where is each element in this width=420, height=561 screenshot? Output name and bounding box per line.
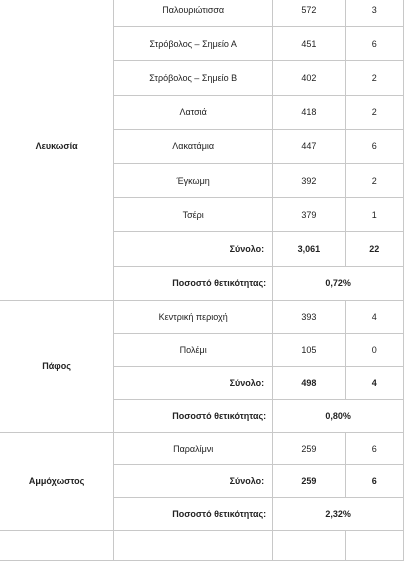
table-row [0, 530, 404, 560]
area-name: Παλουριώτισσα [114, 0, 273, 27]
positives-count: 6 [345, 432, 403, 465]
samples-count: 451 [273, 27, 345, 61]
total-label: Σύνολο: [114, 465, 273, 498]
total-positives: 6 [345, 465, 403, 498]
samples-count: 105 [273, 333, 345, 366]
positives-count: 4 [345, 300, 403, 333]
area-name: Πολέμι [114, 333, 273, 366]
positivity-label: Ποσοστό θετικότητας: [114, 266, 273, 300]
samples-count: 402 [273, 61, 345, 95]
area-name: Κεντρική περιοχή [114, 300, 273, 333]
district-name: Λευκωσία [0, 0, 114, 300]
table-row [0, 432, 404, 465]
samples-count: 447 [273, 129, 345, 163]
table-row [0, 300, 404, 333]
area-name: Παραλίμνι [114, 432, 273, 465]
samples-count: 418 [273, 95, 345, 129]
positives-count: 6 [345, 129, 403, 163]
table-row [0, 0, 404, 27]
positivity-value: 2,32% [273, 498, 404, 531]
positives-count: 1 [345, 198, 403, 232]
total-positives: 4 [345, 366, 403, 399]
samples-count: 393 [273, 300, 345, 333]
total-positives: 22 [345, 232, 403, 266]
positivity-value: 0,72% [273, 266, 404, 300]
table-cell [114, 530, 273, 560]
positives-count: 0 [345, 333, 403, 366]
positives-count: 2 [345, 61, 403, 95]
total-samples: 259 [273, 465, 345, 498]
area-name: Λακατάμια [114, 129, 273, 163]
table-cell [345, 530, 403, 560]
table-cell [0, 530, 114, 560]
positivity-label: Ποσοστό θετικότητας: [114, 399, 273, 432]
district-name: Αμμόχωστος [0, 432, 114, 530]
positives-count: 3 [345, 0, 403, 27]
district-name: Πάφος [0, 300, 114, 432]
positives-count: 2 [345, 163, 403, 197]
area-name: Στρόβολος – Σημείο Β [114, 61, 273, 95]
positives-count: 2 [345, 95, 403, 129]
positives-count: 6 [345, 27, 403, 61]
positivity-value: 0,80% [273, 399, 404, 432]
total-samples: 3,061 [273, 232, 345, 266]
samples-count: 572 [273, 0, 345, 27]
samples-count: 392 [273, 163, 345, 197]
area-name: Έγκωμη [114, 163, 273, 197]
total-label: Σύνολο: [114, 366, 273, 399]
table-cell [273, 530, 345, 560]
total-samples: 498 [273, 366, 345, 399]
samples-count: 379 [273, 198, 345, 232]
area-name: Λατσιά [114, 95, 273, 129]
area-name: Τσέρι [114, 198, 273, 232]
samples-count: 259 [273, 432, 345, 465]
positivity-label: Ποσοστό θετικότητας: [114, 498, 273, 531]
area-name: Στρόβολος – Σημείο Α [114, 27, 273, 61]
total-label: Σύνολο: [114, 232, 273, 266]
